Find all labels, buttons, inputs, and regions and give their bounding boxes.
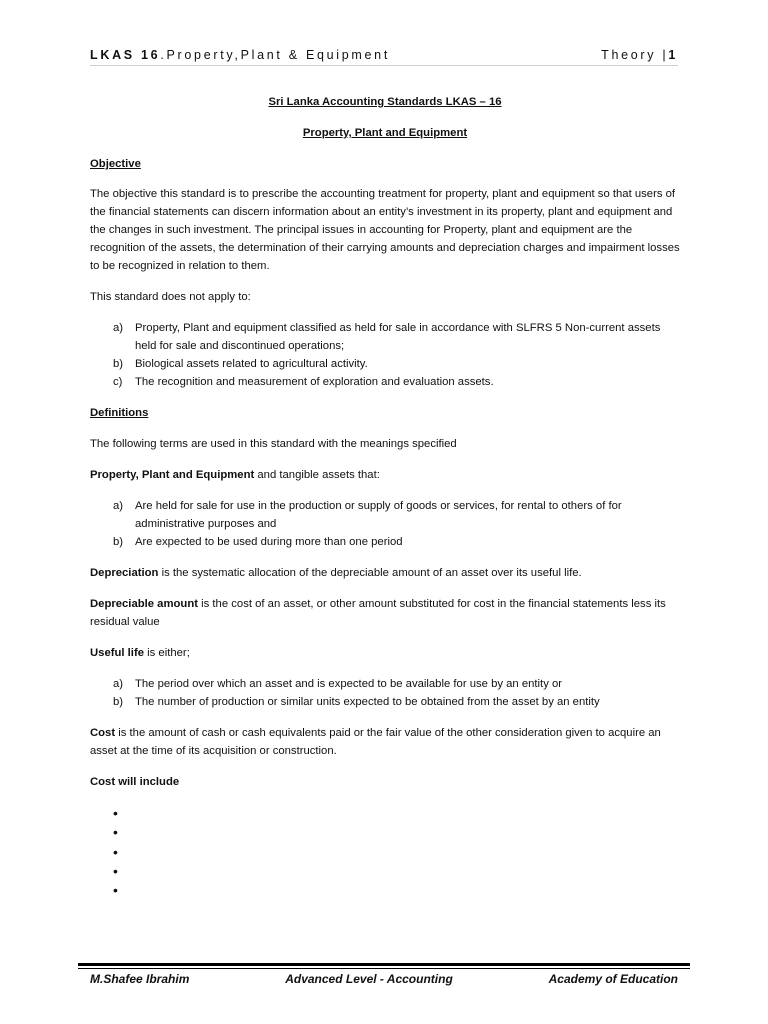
footer-subject: Advanced Level - Accounting	[285, 972, 453, 986]
list-item	[90, 497, 680, 533]
empty-bullet	[90, 804, 680, 823]
list-marker: a)	[113, 678, 124, 690]
list-text: Are expected to be used during more than one period	[135, 536, 403, 548]
depreciable-amount-definition	[90, 595, 680, 631]
cost-definition	[90, 724, 680, 760]
objective-paragraph: The objective this standard is to prescribe the accounting treatment for property, plant and equipment so that users of the financial statements can discern information about an entity’s investment in its property, plant and equipment and the changes in such investment. The principal issues in accounting for Property, plant and equipment are the recognition of the assets, the determination of their carrying amounts and depreciation charges and impairment losses to be recognized in relation to them.	[90, 188, 680, 272]
ppe-definition	[90, 466, 680, 484]
document-title: Sri Lanka Accounting Standards LKAS – 16	[268, 96, 502, 108]
header-theory-label: Theory |	[601, 48, 669, 62]
list-marker: b)	[113, 536, 124, 548]
cost-include-heading: Cost will include	[90, 776, 180, 788]
list-item	[90, 693, 680, 711]
depreciable-amount-term: Depreciable amount	[90, 598, 198, 610]
depreciation-definition	[90, 564, 680, 582]
ppe-list	[90, 497, 680, 551]
objective-heading: Objective	[90, 158, 141, 170]
header-page-label	[601, 46, 678, 64]
cost-bullet-list	[90, 804, 680, 900]
useful-life-list	[90, 675, 680, 711]
ppe-text: and tangible assets that:	[254, 469, 380, 481]
empty-bullet	[90, 843, 680, 862]
empty-bullet	[90, 881, 680, 900]
list-text: The period over which an asset and is expected to be available for use by an entity or	[135, 678, 563, 690]
useful-life-text: is either;	[144, 647, 190, 659]
list-item	[90, 355, 680, 373]
list-item	[90, 675, 680, 693]
list-marker: a)	[113, 500, 124, 512]
list-text: The recognition and measurement of exploration and evaluation assets.	[135, 376, 494, 388]
empty-bullet	[90, 862, 680, 881]
header-title-text: .Property,Plant & Equipment	[160, 48, 391, 62]
empty-bullet	[90, 823, 680, 842]
depreciation-term: Depreciation	[90, 567, 159, 579]
list-text: Property, Plant and equipment classified as held for sale in accordance with SLFRS 5 Non-current assets held for sale and discontinued operations;	[135, 322, 661, 352]
page-footer	[90, 970, 678, 988]
footer-rule-thick	[78, 963, 690, 966]
list-item	[90, 533, 680, 551]
document-subtitle: Property, Plant and Equipment	[302, 127, 468, 139]
page-number: 1	[668, 48, 678, 62]
list-marker: b)	[113, 696, 124, 708]
scope-intro: This standard does not apply to:	[90, 291, 251, 303]
footer-author: M.Shafee Ibrahim	[90, 972, 190, 986]
list-item	[90, 373, 680, 391]
footer-rule-thin	[78, 968, 690, 969]
footer-institution: Academy of Education	[548, 972, 678, 986]
list-text: Biological assets related to agricultural activity.	[135, 358, 368, 370]
depreciable-amount-text: is the cost of an asset, or other amount substituted for cost in the financial statements less its residual value	[90, 598, 666, 628]
definitions-heading: Definitions	[90, 407, 149, 419]
list-marker: b)	[113, 358, 124, 370]
depreciation-text: is the systematic allocation of the depreciable amount of an asset over its useful life.	[158, 567, 582, 579]
useful-life-definition	[90, 644, 680, 662]
header-title-code: LKAS 16	[90, 48, 161, 62]
list-marker: c)	[113, 376, 123, 388]
list-text: The number of production or similar units expected to be obtained from the asset by an entity	[135, 696, 600, 708]
ppe-term: Property, Plant and Equipment	[90, 469, 255, 481]
scope-list	[90, 319, 680, 391]
definitions-intro: The following terms are used in this standard with the meanings specified	[90, 438, 457, 450]
page-header	[90, 45, 678, 66]
header-title	[90, 46, 390, 64]
document-body	[90, 93, 680, 900]
list-marker: a)	[113, 322, 124, 334]
cost-text: is the amount of cash or cash equivalents paid or the fair value of the other consideration given to acquire an asset at the time of its acquisition or construction.	[90, 727, 661, 757]
list-text: Are held for sale for use in the production or supply of goods or services, for rental to others of for administrative purposes and	[135, 500, 622, 530]
cost-term: Cost	[90, 727, 116, 739]
list-item	[90, 319, 680, 355]
useful-life-term: Useful life	[90, 647, 144, 659]
